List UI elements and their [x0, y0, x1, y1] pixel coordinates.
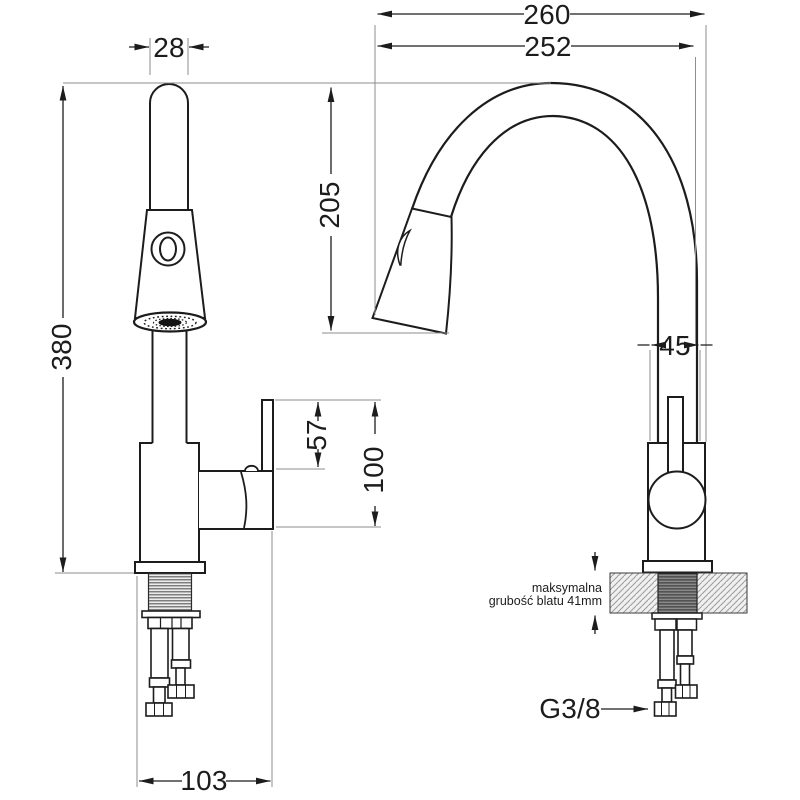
supply-hose-left-side [655, 630, 677, 716]
hex-nut [168, 685, 194, 698]
dim-overall-reach-label: 260 [523, 0, 571, 30]
dim-base-depth-label: 103 [180, 765, 228, 796]
hose-fitting [655, 619, 676, 630]
handle-lever [262, 400, 273, 471]
hose-fitting [677, 619, 697, 630]
mounting-washer [142, 611, 200, 618]
hose-fittings [148, 618, 192, 629]
spout-arc-inner [451, 116, 658, 443]
dim-handle-total-label: 100 [358, 446, 389, 494]
supply-hose-right [168, 629, 194, 699]
spray-button-inner [160, 238, 176, 261]
dimension-labels [46, 0, 691, 796]
mounting-washer-side [652, 613, 702, 619]
countertop-note-line2: grubość blatu 41mm [488, 594, 602, 608]
side-view [373, 83, 748, 716]
hex-nut [146, 703, 172, 716]
threaded-shank-side [658, 573, 697, 613]
dim-handle-upper-label: 57 [301, 419, 332, 451]
spray-head-side [373, 209, 452, 334]
threaded-shank [149, 574, 192, 612]
thread-size-label: G3/8 [539, 693, 601, 724]
dim-body-depth-label: 45 [659, 330, 691, 361]
base-flange-side [643, 561, 712, 573]
countertop-note-line1: maksymalna [531, 581, 602, 595]
dim-overall-height-label: 380 [46, 323, 77, 371]
hex-nut-g38 [655, 702, 677, 716]
base-flange [135, 562, 205, 573]
hex-nut [676, 685, 698, 698]
supply-hose-left [146, 629, 172, 717]
dim-spout-width-label: 28 [153, 32, 185, 63]
supply-hose-right-side [676, 630, 698, 698]
spray-outlet [159, 319, 182, 327]
spout-tube [150, 84, 188, 211]
handle-lever-side [668, 397, 683, 474]
dim-spout-reach-label: 252 [524, 31, 572, 62]
handle-joint [649, 472, 706, 529]
dim-spout-height-label: 205 [314, 181, 345, 229]
lever-pivot-dome [245, 466, 258, 471]
spout-arc-outer [412, 83, 697, 443]
front-view [134, 84, 273, 716]
